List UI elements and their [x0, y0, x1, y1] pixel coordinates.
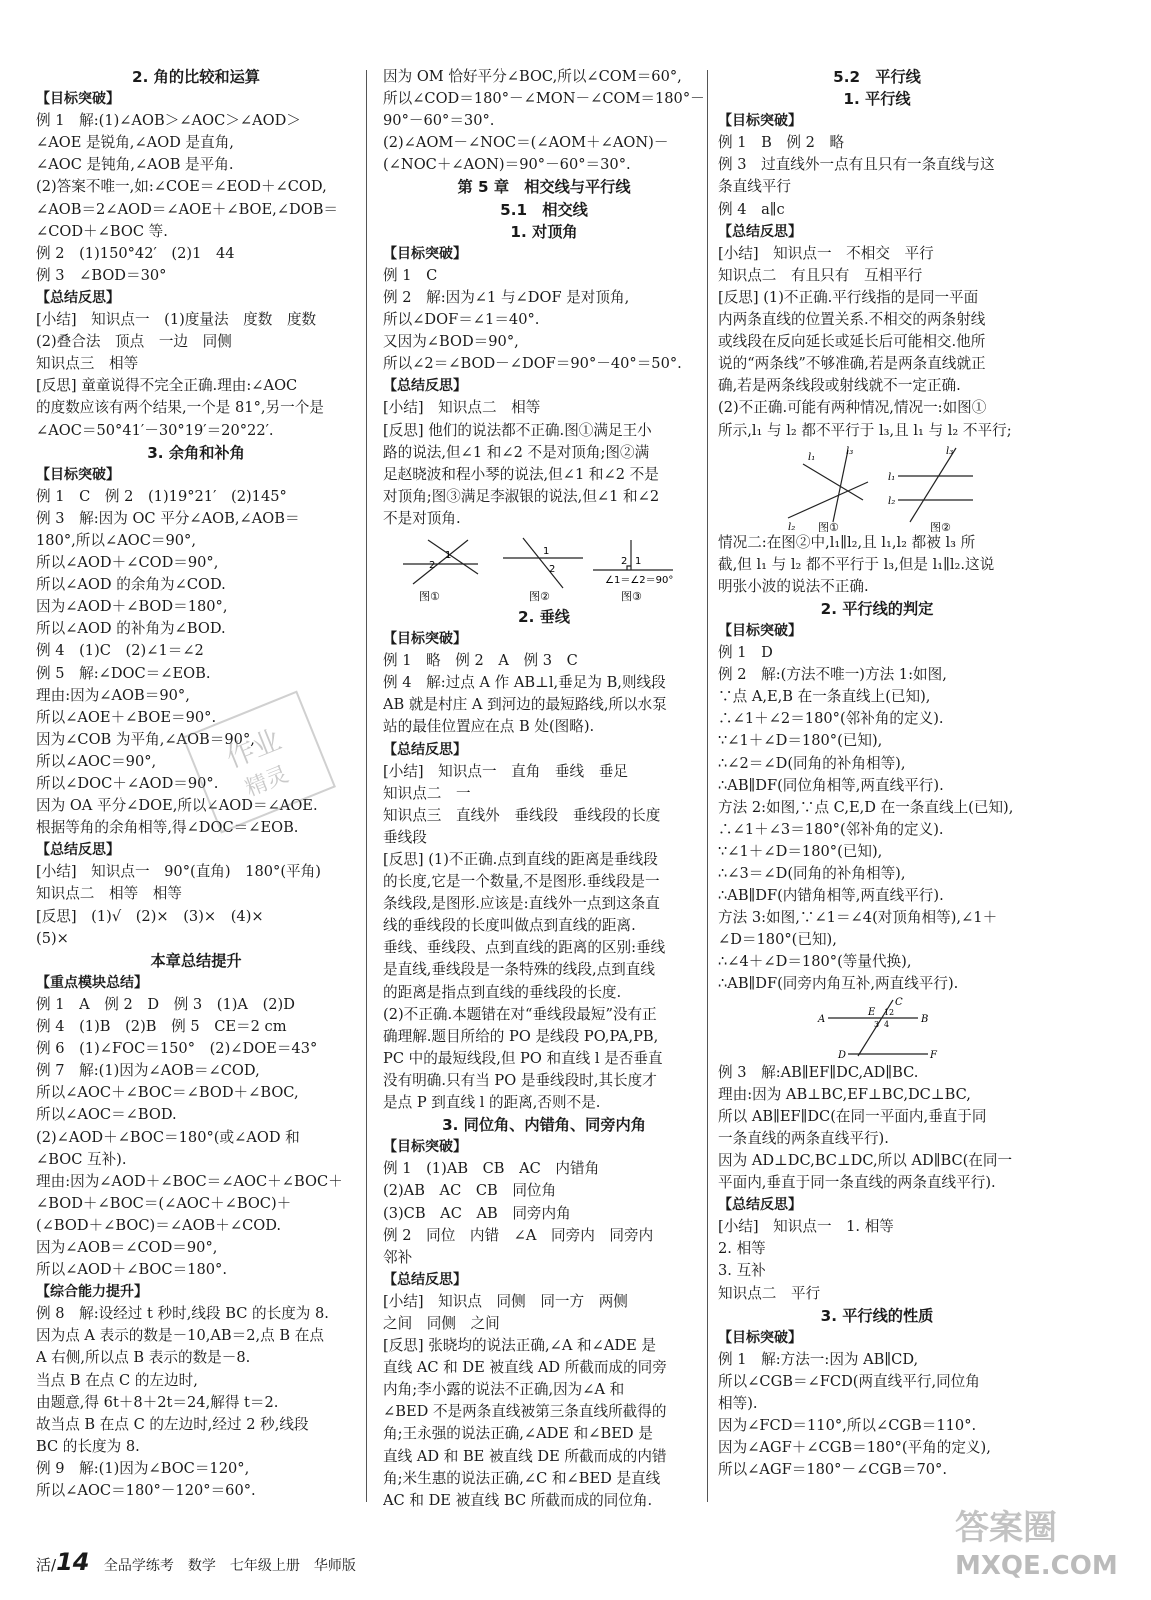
text-line: ∠BOC 互补).: [36, 1150, 127, 1168]
text-line: 内角;李小露的说法不正确,因为∠A 和: [383, 1381, 625, 1399]
text-line: 例 6 (1)∠FOC＝150° (2)∠DOE＝43°: [36, 1040, 318, 1058]
text-line: [反思] (1)不正确.平行线指的是同一平面: [718, 288, 979, 306]
point-D: D: [838, 1049, 847, 1061]
text-line: 说的“两条线”不够准确,若是两条直线就正: [718, 355, 986, 373]
text-line: 确理解.题目所给的 PO 是线段 PO,PA,PB,: [383, 1027, 659, 1045]
section-heading: 2. 平行线的判定: [820, 599, 934, 618]
text-line: (∠NOC＋∠AON)＝90°－60°＝30°.: [383, 156, 631, 174]
page-number: 14: [56, 1548, 90, 1576]
text-line: (5)×: [36, 929, 69, 947]
subsection-label: 【总结反思】: [383, 741, 467, 758]
text-line: 所以∠2＝∠BOD－∠DOF＝90°－40°＝50°.: [383, 355, 682, 373]
text-line: 之间 同侧 之间: [383, 1314, 500, 1332]
text-line: 例 2 (1)150°42′ (2)1 44: [36, 244, 235, 262]
text-line: [小结] 知识点一 (1)度量法 度数 度数: [36, 311, 317, 329]
text-line: 所以∠AOD 的余角为∠COD.: [36, 576, 226, 594]
subsection-label: 【目标突破】: [383, 631, 467, 648]
subsection-label: 【目标突破】: [718, 113, 802, 130]
angle-2: 2: [889, 1007, 895, 1017]
angle-3: 3: [874, 1019, 880, 1029]
text-line: 是点 P 到直线 l 的距离,否则不是.: [383, 1094, 601, 1112]
text-line: 内两条直线的位置关系.不相交的两条射线: [718, 311, 986, 329]
text-line: 所以∠AOC＝∠BOD.: [36, 1106, 177, 1124]
text-line: 所以∠DOC＋∠AOD＝90°.: [36, 775, 219, 792]
text-line: ∴AB∥DF(同旁内角互补,两直线平行).: [718, 975, 959, 993]
text-line: ∠D＝180°(已知),: [718, 931, 837, 949]
text-line: 所示,l₁ 与 l₂ 都不平行于 l₃,且 l₁ 与 l₂ 不平行;: [718, 421, 1012, 439]
text-line: 明张小波的说法不正确.: [718, 577, 869, 595]
vertical-angles-figures: [383, 530, 705, 606]
text-line: 因为 OM 恰好平分∠BOC,所以∠COM＝60°,: [383, 68, 682, 85]
text-line: 对顶角;图③满足李淑银的说法,但∠1 和∠2: [383, 487, 660, 505]
svg-text:2: 2: [429, 559, 436, 571]
l2-label-2: l₂: [888, 495, 896, 507]
subsection-label: 【重点模块总结】: [36, 974, 148, 991]
text-line: 不是对顶角.: [383, 509, 461, 527]
subsection-label: 【总结反思】: [383, 378, 467, 395]
l1-label: l₁: [808, 451, 816, 463]
subsection-label: 【目标突破】: [36, 466, 120, 483]
text-line: BC 的长度为 8.: [36, 1437, 140, 1455]
text-line: 情况二:在图②中,l₁∥l₂,且 l₁,l₂ 都被 l₃ 所: [718, 533, 976, 551]
section-heading: 3. 平行线的性质: [820, 1306, 934, 1325]
text-line: 根据等角的余角相等,得∠DOC＝∠EOB.: [36, 819, 299, 837]
fig-label-2: 图②: [529, 589, 550, 603]
subsection-label: 【目标突破】: [383, 245, 467, 262]
point-B: B: [921, 1013, 929, 1025]
text-line: ∴∠1＋∠2＝180°(邻补角的定义).: [718, 710, 944, 728]
text-line: 例 4 a∥c: [718, 200, 785, 218]
text-line: ∴∠1＋∠3＝180°(邻补角的定义).: [718, 820, 944, 838]
text-line: 所以∠AOD＋∠COD＝90°,: [36, 554, 219, 572]
subsection-label: 【综合能力提升】: [36, 1284, 148, 1301]
text-line: 例 1 D: [718, 644, 773, 662]
text-line: (2)叠合法 顶点 一边 同侧: [36, 333, 232, 351]
text-line: 例 3 过直线外一点有且只有一条直线与这: [718, 156, 995, 174]
text-line: 例 1 解:方法一:因为 AB∥CD,: [718, 1350, 919, 1368]
transversal-figure: [718, 996, 1036, 1062]
text-line: 所以∠AOD＋∠BOC＝180°.: [36, 1261, 227, 1279]
text-line: 所以∠AOC＝180°－120°＝60°.: [36, 1482, 256, 1499]
text-line: 例 2 解:因为∠1 与∠DOF 是对顶角,: [383, 288, 630, 306]
section-heading: 3. 同位角、内错角、同旁内角: [442, 1116, 646, 1135]
svg-text:1: 1: [445, 549, 452, 561]
text-line: 邻补: [383, 1248, 413, 1266]
text-line: ∴AB∥DF(同位角相等,两直线平行).: [718, 776, 944, 794]
stamp-bottom-text: 精灵: [241, 762, 293, 802]
text-line: 例 1 B 例 2 略: [718, 134, 845, 152]
text-line: 理由:因为 AB⊥BC,EF⊥BC,DC⊥BC,: [718, 1085, 971, 1103]
text-line: 没有明确.只有当 PO 是垂线段时,其长度才: [383, 1071, 657, 1089]
text-line: 线的垂线段的长度叫做点到直线的距离.: [383, 917, 636, 935]
section-heading: 本章总结提升: [150, 951, 242, 970]
point-C: C: [895, 996, 903, 1008]
text-line: [小结] 知识点一 不相交 平行: [718, 244, 934, 262]
text-line: 所以∠AOC＋∠BOC＝∠BOD＋∠BOC,: [36, 1084, 299, 1102]
text-line: [反思] 童童说得不完全正确.理由:∠AOC: [36, 377, 298, 395]
text-line: ∠AOB＝2∠AOD＝∠AOE＋∠BOE,∠DOB＝: [36, 200, 339, 218]
book-title: 全品学练考 数学 七年级上册 华师版: [103, 1558, 356, 1574]
section-heading: 2. 垂线: [518, 607, 570, 626]
text-line: 截,但 l₁ 与 l₂ 都不平行于 l₃,但是 l₁∥l₂.这说: [718, 555, 995, 573]
text-line: 直线 AC 和 DE 被直线 AD 所截而成的同旁: [383, 1359, 667, 1377]
text-line: (2)∠AOD＋∠BOC＝180°(或∠AOD 和: [36, 1128, 300, 1146]
text-line: (2)答案不唯一,如:∠COE＝∠EOD＋∠COD,: [36, 178, 327, 196]
section-heading: 2. 角的比较和运算: [132, 68, 260, 86]
text-line: [反思] (1)不正确.点到直线的距离是垂线段: [383, 851, 658, 868]
text-line: 例 4 (1)B (2)B 例 5 CE＝2 cm: [36, 1018, 287, 1036]
section-heading: 5.1 相交线: [500, 200, 588, 219]
text-line: 是直线,垂线段是一条特殊的线段,点到直线: [383, 961, 655, 979]
text-line: 的距离是指点到直线的垂线段的长度.: [383, 983, 622, 1001]
text-line: 所以∠AOD 的补角为∠BOD.: [36, 620, 226, 638]
text-line: ∵∠1＋∠D＝180°(已知),: [718, 732, 883, 750]
middle-column: [383, 66, 705, 1512]
text-line: ∠AOC＝50°41′－30°19′＝20°22′.: [36, 421, 274, 439]
logo-url: MXQE.COM: [955, 1551, 1118, 1581]
text-line: 所以∠AGF＝180°－∠CGB＝70°.: [718, 1461, 947, 1479]
section-heading: 5.2 平行线: [833, 68, 921, 86]
text-line: ∴AB∥DF(内错角相等,两直线平行).: [718, 887, 944, 905]
text-line: 所以∠CGB＝∠FCD(两直线平行,同位角: [718, 1372, 980, 1390]
text-line: 所以∠DOF＝∠1＝40°.: [383, 311, 540, 329]
text-line: A 右侧,所以点 B 表示的数是－8.: [36, 1349, 251, 1367]
text-line: 直线 AD 和 BE 被直线 DE 所截而成的内错: [383, 1447, 667, 1465]
text-line: (3)CB AC AB 同旁内角: [383, 1204, 571, 1222]
text-line: ∴∠2＝∠D(同角的补角相等),: [718, 754, 906, 772]
text-line: ∵∠1＋∠D＝180°(已知),: [718, 842, 883, 860]
text-line: 知识点二 平行: [718, 1284, 821, 1302]
point-A: A: [818, 1013, 826, 1025]
text-line: ∠BED 不是两条直线被第三条直线所截得的: [383, 1403, 667, 1421]
text-line: 例 3 ∠BOD＝30°: [36, 266, 167, 284]
text-line: 理由:因为∠AOB＝90°,: [36, 686, 190, 704]
text-line: 因为∠AGF＋∠CGB＝180°(平角的定义),: [718, 1439, 991, 1457]
text-line: 180°,所以∠AOC＝90°,: [36, 531, 196, 549]
text-line: 一条直线的两条直线平行).: [718, 1129, 889, 1147]
text-line: 90°－60°＝30°.: [383, 112, 495, 130]
text-line: 条线段,是图形.应该是:直线外一点到这条直: [383, 895, 660, 913]
text-line: 例 4 解:过点 A 作 AB⊥l,垂足为 B,则线段: [383, 674, 666, 692]
text-line: ∴∠4＋∠D＝180°(等量代换),: [718, 953, 912, 971]
text-line: 例 2 解:(方法不唯一)方法 1:如图,: [718, 666, 947, 684]
l2-label: l₂: [788, 521, 796, 532]
text-line: 知识点二 一: [383, 784, 471, 802]
text-line: 例 1 解:(1)∠AOB＞∠AOC＞∠AOD＞: [36, 112, 301, 130]
text-line: [反思] (1)√ (2)× (3)× (4)×: [36, 907, 264, 925]
text-line: [小结] 知识点一 90°(直角) 180°(平角): [36, 863, 321, 881]
text-line: 例 1 (1)AB CB AC 内错角: [383, 1160, 600, 1178]
text-line: 因为∠AOB＝∠COD＝90°,: [36, 1238, 218, 1256]
text-line: ∠AOE 是锐角,∠AOD 是直角,: [36, 134, 234, 152]
point-F: F: [930, 1049, 937, 1061]
text-line: 的长度,它是一个数量,不是图形.垂线段是一: [383, 873, 660, 891]
text-line: 足赵晓波和程小琴的说法,但∠1 和∠2 不是: [383, 465, 659, 483]
text-line: AB 就是村庄 A 到河边的最短路线,所以水泵: [383, 696, 667, 714]
text-line: 知识点二 有且只有 互相平行: [718, 266, 923, 284]
section-heading: 1. 平行线: [843, 90, 911, 109]
text-line: 条直线平行: [718, 178, 791, 196]
angle-1: 1: [884, 1007, 890, 1017]
text-line: [小结] 知识点一 直角 垂线 垂足: [383, 762, 628, 780]
footer-prefix: 活/: [36, 1556, 57, 1574]
text-line: 理由:因为∠AOD＋∠BOC＝∠AOC＋∠BOC＋: [36, 1172, 343, 1190]
point-E: E: [868, 1006, 876, 1018]
text-line: 所以∠COD＝180°－∠MON－∠COM＝180°－: [383, 90, 705, 108]
text-line: 例 7 解:(1)因为∠AOB＝∠COD,: [36, 1062, 260, 1080]
text-line: 所以 AB∥EF∥DC(在同一平面内,垂直于同: [718, 1107, 987, 1125]
text-line: 知识点三 直线外 垂线段 垂线段的长度: [383, 806, 661, 824]
text-line: 方法 3:如图,∵∠1＝∠4(对顶角相等),∠1＋: [718, 909, 998, 927]
text-line: 因为∠COB 为平角,∠AOB＝90°,: [36, 730, 255, 748]
text-line: 2. 相等: [718, 1240, 766, 1258]
stamp-top-text: 作业: [221, 722, 286, 775]
text-line: 站的最佳位置应在点 B 处(图略).: [383, 718, 595, 736]
right-column: [718, 66, 1036, 1481]
text-line: [反思] 张晓均的说法正确,∠A 和∠ADE 是: [383, 1337, 656, 1355]
subsection-label: 【目标突破】: [383, 1139, 467, 1156]
text-line: ∠AOC 是钝角,∠AOB 是平角.: [36, 156, 234, 174]
subsection-label: 【目标突破】: [718, 1329, 802, 1346]
subsection-label: 【总结反思】: [718, 223, 802, 240]
fig-label-1: 图①: [419, 589, 440, 603]
column-divider: [707, 70, 708, 1502]
text-line: (2)AB AC CB 同位角: [383, 1182, 557, 1200]
svg-text:1: 1: [635, 555, 642, 567]
text-line: ∠BOD＋∠BOC＝(∠AOC＋∠BOC)＋: [36, 1194, 292, 1212]
page-footer: [36, 1548, 356, 1576]
text-line: 所以∠AOE＋∠BOE＝90°.: [36, 708, 217, 726]
text-line: 因为 AD⊥DC,BC⊥DC,所以 AD∥BC(在同一: [718, 1151, 1013, 1169]
text-line: 当点 B 在点 C 的左边时,: [36, 1371, 198, 1389]
text-line: (2)不正确.可能有两种情况,情况一:如图①: [718, 399, 987, 417]
subsection-label: 【目标突破】: [718, 622, 802, 639]
column-divider: [366, 70, 367, 1502]
text-line: 相等).: [718, 1394, 758, 1412]
text-line: [小结] 知识点一 1. 相等: [718, 1218, 894, 1236]
text-line: 例 5 解:∠DOC＝∠EOB.: [36, 664, 211, 682]
text-line: 3. 互补: [718, 1262, 766, 1280]
text-line: 角;王永强的说法正确,∠ADE 和∠BED 是: [383, 1425, 653, 1443]
text-line: 角;米生惠的说法正确,∠C 和∠BED 是直线: [383, 1469, 661, 1487]
watermark-logo: [955, 1500, 1135, 1590]
svg-text:2: 2: [549, 563, 556, 575]
text-line: 确,若是两条线段或射线就不一定正确.: [718, 377, 961, 395]
text-line: [小结] 知识点 同侧 同一方 两侧: [383, 1292, 628, 1310]
section-heading: 第 5 章 相交线与平行线: [457, 178, 631, 197]
text-line: 又因为∠BOD＝90°,: [383, 333, 519, 351]
subsection-label: 【总结反思】: [36, 842, 120, 859]
text-line: 例 1 略 例 2 A 例 3 C: [383, 652, 578, 670]
text-line: 知识点二 相等 相等: [36, 885, 182, 903]
text-line: (2)不正确.本题错在对“垂线段最短”没有正: [383, 1005, 657, 1023]
text-line: 例 1 C: [383, 266, 438, 284]
subsection-label: 【总结反思】: [36, 289, 120, 306]
subsection-label: 【目标突破】: [36, 91, 120, 108]
l3-label-2: l₃: [946, 445, 954, 457]
text-line: ∠COD＋∠BOC 等.: [36, 222, 168, 240]
section-heading: 1. 对顶角: [510, 222, 578, 241]
text-line: 知识点三 相等: [36, 355, 139, 373]
section-heading: 3. 余角和补角: [147, 443, 245, 462]
text-line: (2)∠AOM－∠NOC＝(∠AOM＋∠AON)－: [383, 134, 669, 152]
text-line: ∴∠3＝∠D(同角的补角相等),: [718, 865, 906, 882]
svg-text:2: 2: [621, 555, 628, 567]
text-line: 的度数应该有两个结果,一个是 81°,另一个是: [36, 399, 324, 417]
text-line: ∵点 A,E,B 在一条直线上(已知),: [718, 688, 931, 706]
text-line: 因为∠FCD＝110°,所以∠CGB＝110°.: [718, 1417, 977, 1435]
text-line: 路的说法,但∠1 和∠2 不是对顶角;图②满: [383, 443, 650, 461]
text-line: 因为 OA 平分∠DOE,所以∠AOD＝∠AOE.: [36, 797, 318, 815]
fig3-note: ∠1＝∠2＝90°: [605, 574, 674, 586]
parallel-lines-figures: [718, 442, 1036, 532]
text-line: 垂线、垂线段、点到直线的距离的区别:垂线: [383, 939, 666, 957]
text-line: 垂线段: [383, 828, 427, 846]
text-line: 方法 2:如图,∵点 C,E,D 在一条直线上(已知),: [718, 798, 1014, 816]
fig-label-2: 图②: [930, 520, 951, 532]
text-line: [小结] 知识点二 相等: [383, 399, 541, 417]
text-line: 例 1 C 例 2 (1)19°21′ (2)145°: [36, 487, 287, 505]
text-line: PC 中的最短线段,但 PO 和直线 l 是否垂直: [383, 1049, 663, 1067]
text-line: 因为点 A 表示的数是－10,AB＝2,点 B 在点: [36, 1327, 324, 1345]
text-line: 平面内,垂直于同一条直线的两条直线平行).: [718, 1174, 996, 1192]
l3-label: l₃: [846, 445, 854, 457]
text-line: 或线段在反向延长或延长后可能相交.他所: [718, 333, 986, 351]
text-line: 例 4 (1)C (2)∠1＝∠2: [36, 642, 204, 660]
text-line: 例 3 解:因为 OC 平分∠AOB,∠AOB＝: [36, 509, 300, 527]
angle-4: 4: [884, 1019, 890, 1029]
text-line: 故当点 B 在点 C 的左边时,经过 2 秒,线段: [36, 1415, 309, 1433]
logo-text: 答案圈: [955, 1508, 1057, 1548]
text-line: 例 8 解:设经过 t 秒时,线段 BC 的长度为 8.: [36, 1305, 329, 1323]
text-line: 例 1 A 例 2 D 例 3 (1)A (2)D: [36, 995, 295, 1013]
text-line: 例 9 解:(1)因为∠BOC＝120°,: [36, 1459, 250, 1477]
svg-text:1: 1: [543, 545, 550, 557]
text-line: 由题意,得 6t＋8＋2t＝24,解得 t＝2.: [36, 1393, 279, 1411]
text-line: (∠BOD＋∠BOC)＝∠AOB＋∠COD.: [36, 1216, 282, 1234]
l1-label-2: l₁: [888, 471, 896, 483]
fig-label-1: 图①: [818, 520, 839, 532]
text-line: 因为∠AOD＋∠BOD＝180°,: [36, 598, 228, 616]
subsection-label: 【总结反思】: [718, 1197, 802, 1214]
subsection-label: 【总结反思】: [383, 1271, 467, 1288]
fig-label-3: 图③: [621, 589, 642, 603]
text-line: 所以∠AOC＝90°,: [36, 752, 157, 770]
text-line: [反思] 他们的说法都不正确.图①满足王小: [383, 421, 652, 439]
text-line: 例 3 解:AB∥EF∥DC,AD∥BC.: [718, 1063, 919, 1081]
text-line: 例 2 同位 内错 ∠A 同旁内 同旁内: [383, 1226, 654, 1244]
text-line: AC 和 DE 被直线 BC 所截而成的同位角.: [383, 1491, 653, 1509]
